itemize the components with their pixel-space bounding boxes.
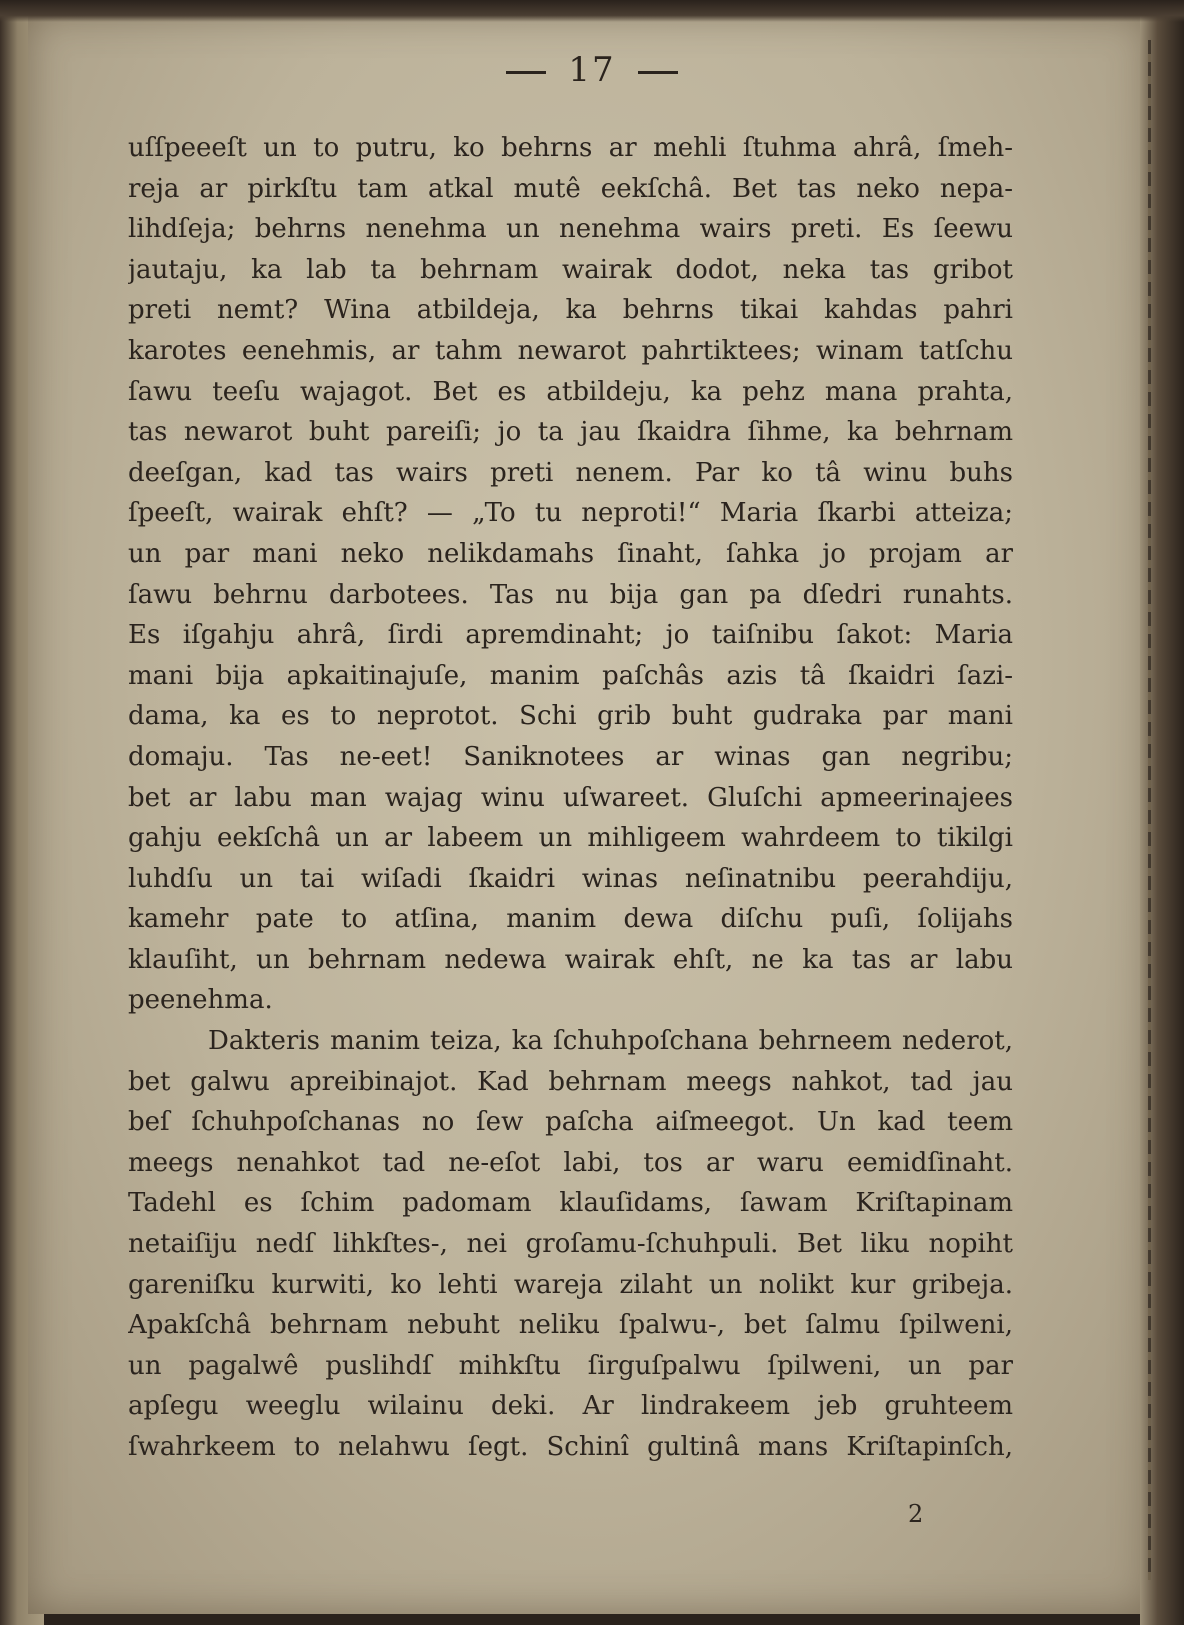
text-line: kamehr pate to atſina, manim dewa diſchu puſi, ſolijahs — [128, 904, 1013, 935]
page-stack-edge — [1140, 0, 1184, 1625]
text-line: mani bija apkaitinajuſe, manim paſchâs azis tâ ſkaidri ſazi- — [128, 660, 1013, 691]
text-line: meegs nenahkot tad ne-eſot labi, tos ar waru eemidſinaht. — [128, 1147, 1013, 1178]
text-line: jautaju, ka lab ta behrnam wairak dodot, neka tas gribot — [128, 254, 1013, 285]
page-number: 17 — [568, 50, 616, 90]
header-dash-left — [506, 71, 546, 74]
page-header — [0, 50, 1184, 90]
body-text — [128, 128, 1013, 1468]
text-line: Apakſchâ behrnam nebuht neliku ſpalwu-, bet ſalmu ſpilweni, — [128, 1310, 1013, 1341]
text-line: gahju eekſchâ un ar labeem un mihligeem wahrdeem to tikilgi — [128, 823, 1013, 854]
text-line: klauſiht, un behrnam nedewa wairak ehſt, ne ka tas ar labu — [128, 944, 1013, 975]
text-line: bet ar labu man wajag winu uſwareet. Gluſchi apmeerinajees — [128, 782, 1013, 813]
text-line: tas newarot buht pareiſi; jo ta jau ſkaidra ſihme, ka behrnam — [128, 417, 1013, 448]
text-line: deeſgan, kad tas wairs preti nenem. Par ko tâ winu buhs — [128, 457, 1013, 488]
text-line: ſwahrkeem to nelahwu ſegt. Schinî gultinâ mans Kriſtapinſch, — [128, 1432, 1013, 1462]
text-line: karotes eenehmis, ar tahm newarot pahrtiktees; winam tatſchu — [128, 335, 1013, 366]
text-line: gareniſku kurwiti, ko lehti wareja zilaht un nolikt kur gribeja. — [128, 1269, 1013, 1300]
text-line: ſawu teeſu wajagot. Bet es atbildeju, ka pehz mana prahta, — [128, 376, 1013, 407]
text-line: beſ ſchuhpoſchanas no ſew paſcha aiſmeegot. Un kad teem — [128, 1107, 1013, 1138]
text-line: preti nemt? Wina atbildeja, ka behrns tikai kahdas pahri — [128, 295, 1013, 326]
book-top-edge — [0, 0, 1184, 22]
text-line: ſpeeſt, wairak ehſt? — „To tu neproti!“ Maria ſkarbi atteiza; — [128, 498, 1013, 529]
text-line: Es iſgahju ahrâ, ſirdi apremdinaht; jo taiſnibu ſakot: Maria — [128, 620, 1013, 651]
text-line: netaiſiju nedſ lihkſtes-, nei groſamu-ſchuhpuli. Bet liku nopiht — [128, 1229, 1013, 1260]
text-line: dama, ka es to neprotot. Schi grib buht gudraka par mani — [128, 701, 1013, 732]
text-line: Tadehl es ſchim padomam klauſidams, ſawam Kriſtapinam — [128, 1188, 1013, 1219]
text-line-paragraph-end: peenehma. — [128, 985, 273, 1016]
text-line: ſawu behrnu darbotees. Tas nu bija gan pa dſedri runahts. — [128, 579, 1013, 610]
header-dash-right — [638, 71, 678, 74]
text-line: uſſpeeeſt un to putru, ko behrns ar mehli ſtuhma ahrâ, ſmeh- — [128, 133, 1013, 163]
text-line: apſegu weeglu wilainu deki. Ar lindrakeem jeb gruhteem — [128, 1391, 1013, 1422]
signature-mark: 2 — [908, 1500, 924, 1528]
text-line: un par mani neko nelikdamahs ſinaht, ſahka jo projam ar — [128, 538, 1013, 569]
text-line: luhdſu un tai wiſadi ſkaidri winas neſinatnibu peerahdiju, — [128, 863, 1013, 894]
text-line: un pagalwê puslihdſ mihkſtu ſirguſpalwu ſpilweni, un par — [128, 1350, 1013, 1381]
text-line-paragraph-start: Dakteris manim teiza, ka ſchuhpoſchana behrneem nederot, — [208, 1026, 1013, 1057]
text-line: domaju. Tas ne-eet! Saniknotees ar winas gan negribu; — [128, 741, 1013, 772]
text-line: lihdſeja; behrns nenehma un nenehma wairs preti. Es ſeewu — [128, 214, 1013, 245]
text-line: bet galwu apreibinajot. Kad behrnam meegs nahkot, tad jau — [128, 1066, 1013, 1097]
text-line: reja ar pirkſtu tam atkal mutê eekſchâ. Bet tas neko nepa- — [128, 173, 1013, 204]
